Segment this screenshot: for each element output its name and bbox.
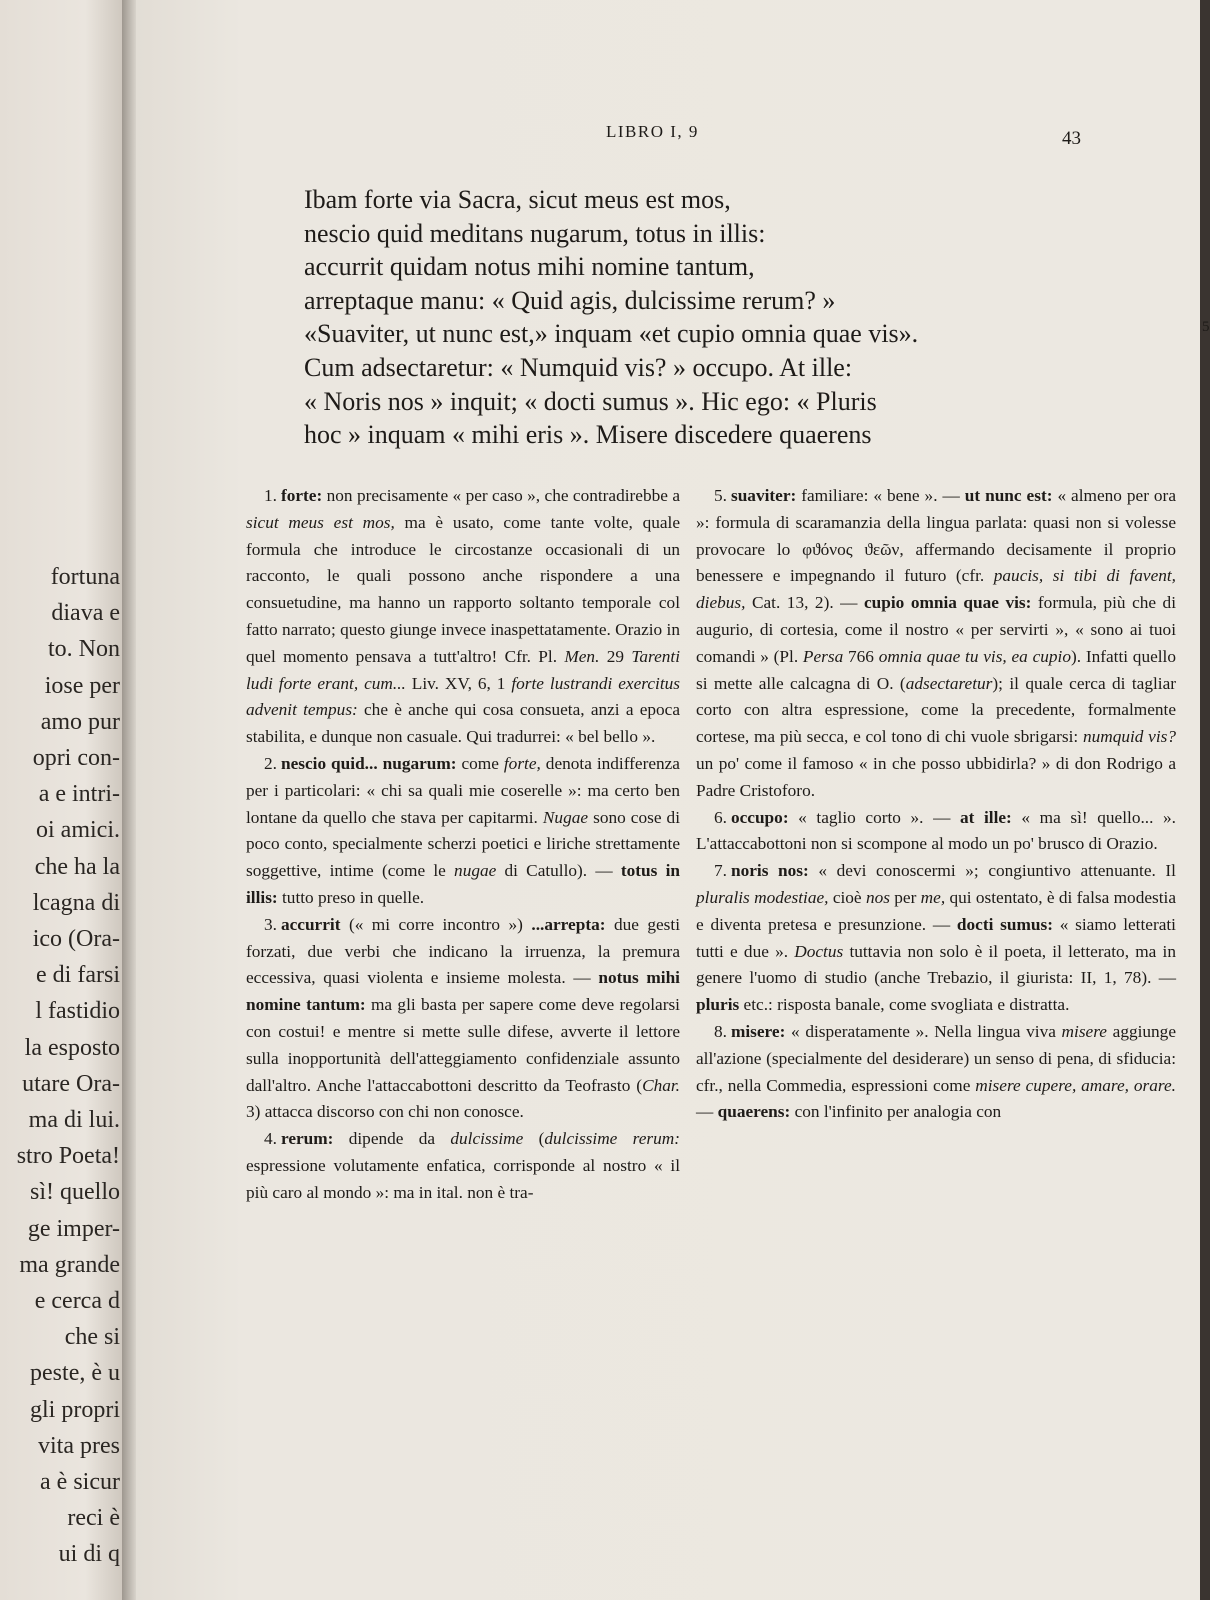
commentary-note bbox=[246, 1126, 680, 1206]
note-number: 2. bbox=[264, 753, 277, 773]
left-page-line: a è sicur bbox=[40, 1469, 120, 1495]
note-text: due gesti forzati, due verbi che indicano la irruenza, la premura eccessiva, quasi violenta e insieme molesta. — bbox=[246, 914, 680, 988]
note-text: come bbox=[456, 753, 504, 773]
note-text: tuttavia non solo è il poeta, il letterato, ma in genere l'uomo di studio (anche Trebazio, il giurista: II, 1, 78). — bbox=[696, 941, 1176, 988]
note-lemma: accurrit bbox=[280, 914, 341, 934]
note-text: ma è usato, come tante volte, quale formula che introduce le circostanze occasionali di un racconto, le quali possono anche rispondere a una consuetudine, ma hanno un rapporto soltanto temporale col fatto narrato; questo giunge invece inaspettatamente. Orazio in quel momento pensava a tutt'altro! Cfr. Pl. bbox=[246, 512, 680, 666]
note-text: tutto preso in quelle. bbox=[277, 887, 425, 907]
left-page-line: to. Non bbox=[48, 636, 120, 663]
commentary-note bbox=[696, 483, 1176, 805]
note-italic-text: Tarenti ludi forte erant, cum... bbox=[246, 646, 680, 693]
note-lemma: noris nos: bbox=[730, 861, 809, 881]
note-lemma: pluris bbox=[696, 995, 740, 1015]
note-text: etc.: risposta banale, come svogliata e distratta. bbox=[739, 995, 1070, 1015]
left-page-line: utare Ora- bbox=[22, 1070, 120, 1097]
note-lemma: rerum: bbox=[280, 1129, 334, 1149]
left-page-line: ui di q bbox=[58, 1541, 120, 1568]
note-number: 1. bbox=[264, 486, 277, 505]
note-text: ); il quale cerca di tagliar corto con altra espressione, come la precedente, formalmente cortese, ma più secca, e col tono di chi vuole sbrigarsi: bbox=[696, 673, 1176, 747]
note-italic-text: numquid vis? bbox=[1082, 727, 1176, 747]
note-italic-text: Men. bbox=[564, 646, 600, 666]
note-italic-text: sicut meus est mos, bbox=[246, 512, 395, 532]
note-text: — bbox=[696, 1102, 718, 1122]
left-page-line: gli propri bbox=[30, 1396, 120, 1423]
note-italic-text: paucis, si tibi di favent, diebus, bbox=[696, 566, 1176, 613]
note-text: denota indifferenza per i particolari: « chi sa quali mie coserelle »: ma certo ben lontane da quello che stava per capitarmi. bbox=[246, 753, 680, 827]
verse-number: 5 bbox=[1202, 319, 1210, 336]
left-page-line: stro Poeta! bbox=[16, 1143, 120, 1170]
verse-block bbox=[304, 183, 1210, 452]
left-page-line: ico (Ora- bbox=[32, 926, 120, 952]
note-text: « taglio corto ». — bbox=[788, 807, 960, 827]
left-page-line: che ha la bbox=[34, 853, 120, 880]
left-page bbox=[0, 0, 122, 1600]
commentary-note bbox=[696, 805, 1176, 859]
note-italic-text: dulcissime bbox=[450, 1129, 524, 1149]
left-page-line: sì! quello bbox=[30, 1179, 120, 1206]
verse-line: « Noris nos » inquit; « docti sumus ». Hic ego: « Pluris bbox=[304, 386, 877, 416]
left-page-line: lcagna di bbox=[32, 889, 120, 916]
note-text: 766 bbox=[843, 646, 879, 666]
verse-line: «Suaviter, ut nunc est,» inquam «et cupio omnia quae vis». 5 bbox=[304, 317, 1184, 351]
note-italic-text: omnia quae tu vis, ea cupio bbox=[878, 646, 1071, 666]
left-page-line: ge imper- bbox=[27, 1215, 120, 1242]
note-number: 5. bbox=[714, 486, 727, 505]
left-page-line: ma grande bbox=[19, 1251, 120, 1278]
note-text: « siamo letterati tutti e due ». bbox=[696, 914, 1176, 961]
note-lemma: at ille: bbox=[959, 807, 1012, 827]
note-italic-text: forte, bbox=[503, 753, 541, 773]
note-text: con l'infinito per analogia con bbox=[790, 1102, 1002, 1122]
note-text: Liv. XV, 6, 1 bbox=[405, 673, 512, 693]
left-page-line: diava e bbox=[51, 600, 120, 627]
verse-line: nescio quid meditans nugarum, totus in illis: bbox=[304, 218, 766, 248]
note-number: 8. bbox=[714, 1021, 727, 1041]
note-lemma: occupo: bbox=[730, 807, 789, 827]
note-number: 6. bbox=[714, 807, 727, 827]
note-text: espressione volutamente enfatica, corrisponde al nostro « il più caro al mondo »: ma in ital. non è tra- bbox=[246, 1155, 680, 1202]
left-page-line: reci è bbox=[67, 1505, 120, 1532]
note-number: 4. bbox=[264, 1129, 277, 1149]
left-page-line: vita pres bbox=[38, 1432, 120, 1459]
note-italic-text: misere cupere, amare, orare. bbox=[975, 1075, 1176, 1095]
note-text: « disperatamente ». Nella lingua viva bbox=[785, 1021, 1062, 1041]
verse-line: arreptaque manu: « Quid agis, dulcissime rerum? » bbox=[304, 285, 836, 315]
note-number: 7. bbox=[714, 861, 727, 881]
note-text: aggiunge all'azione (specialmente del desiderare) un senso di pena, di sfiducia: cfr., nella Commedia, espressioni come bbox=[696, 1021, 1176, 1095]
commentary-column-left bbox=[246, 483, 680, 1207]
note-text: (« mi corre incontro ») bbox=[340, 914, 532, 934]
note-text: « devi conoscermi »; congiuntivo attenuante. Il bbox=[808, 861, 1176, 881]
right-page bbox=[136, 0, 1210, 1600]
commentary-note bbox=[246, 751, 680, 912]
note-text: ( bbox=[523, 1129, 545, 1149]
note-number: 3. bbox=[264, 914, 277, 934]
note-text: cioè bbox=[828, 887, 866, 907]
left-page-line: la esposto bbox=[24, 1034, 120, 1061]
note-lemma: nescio quid... nugarum: bbox=[280, 753, 457, 773]
verse-line: hoc » inquam « mihi eris ». Misere discedere quaerens bbox=[304, 420, 872, 450]
note-italic-text: pluralis modestiae, bbox=[696, 887, 829, 907]
commentary-note bbox=[696, 1019, 1176, 1126]
note-text: 29 bbox=[599, 646, 632, 666]
note-text: ma gli basta per sapere come deve regolarsi con costui! e mentre si mette sulle difese, avverte il lettore sulla inopportunità dell'atteggiamento confidenziale assunto dall'altro. Anche l'attaccabottoni descritto da Teofrasto ( bbox=[246, 995, 680, 1095]
left-page-line: fortuna bbox=[50, 564, 120, 590]
note-italic-text: Doctus bbox=[794, 941, 844, 961]
note-text: per bbox=[889, 887, 921, 907]
left-page-line: oi amici. bbox=[36, 817, 120, 844]
left-page-line: a e intri- bbox=[38, 781, 120, 808]
note-lemma: cupio omnia quae vis: bbox=[863, 593, 1032, 613]
note-text: che è anche qui cosa consueta, anzi a epoca stabilita, e dunque non casuale. Qui tradurrei: « bel bello ». bbox=[246, 700, 680, 747]
note-italic-text: Char. bbox=[642, 1075, 680, 1095]
note-text: Cat. 13, 2). — bbox=[745, 593, 864, 613]
left-page-line: e di farsi bbox=[36, 962, 120, 989]
commentary-column-right bbox=[696, 483, 1176, 1126]
verse-line: accurrit quidam notus mihi nomine tantum, bbox=[304, 252, 755, 282]
page-number: 43 bbox=[1062, 128, 1081, 149]
note-lemma: suaviter: bbox=[730, 486, 797, 505]
note-italic-text: adsectaretur bbox=[905, 673, 993, 693]
note-lemma: ...arrepta: bbox=[531, 914, 606, 934]
note-italic-text: misere bbox=[1061, 1021, 1107, 1041]
note-text: familiare: « bene ». — bbox=[796, 486, 965, 505]
note-text: formula, più che di augurio, di cortesia, come il nostro « per servirti », « sono ai tuoi comandi » (Pl. bbox=[696, 593, 1177, 666]
left-page-line: e cerca d bbox=[34, 1288, 120, 1314]
note-lemma: forte: bbox=[280, 486, 323, 505]
left-page-line: che si bbox=[64, 1324, 120, 1351]
book-gutter bbox=[122, 0, 136, 1600]
commentary-note bbox=[696, 858, 1176, 1019]
note-text: 3) attacca discorso con chi non conosce. bbox=[246, 1102, 524, 1122]
verse-line: Ibam forte via Sacra, sicut meus est mos, bbox=[304, 185, 731, 214]
note-text: non precisamente « per caso », che contradirebbe a bbox=[322, 486, 680, 505]
note-text: « ma sì! quello... ». L'attaccabottoni non si scompone al modo un po' brusco di Orazio. bbox=[696, 807, 1176, 854]
note-text: ). Infatti quello si mette alle calcagna di O. ( bbox=[696, 646, 1177, 693]
commentary-note bbox=[246, 912, 680, 1126]
note-lemma: docti sumus: bbox=[956, 914, 1053, 934]
note-text: un po' come il famoso « in che posso ubbidirla? » di don Rodrigo a Padre Cristoforo. bbox=[696, 753, 1176, 800]
note-lemma: notus mihi nomine tantum: bbox=[246, 968, 680, 1015]
note-italic-text: forte lustrandi exercitus advenit tempus: bbox=[246, 673, 680, 720]
note-text: « almeno per ora »: formula di scaramanzia della lingua parlata: quasi non si volesse provocare lo φϑόνος ϑεῶν, affermando decisamente il proprio benessere e impegnando il futuro (cfr. bbox=[696, 486, 1176, 586]
left-page-line: ma di lui. bbox=[28, 1107, 120, 1133]
left-page-line: peste, è u bbox=[30, 1360, 120, 1387]
note-italic-text: nos bbox=[865, 887, 890, 907]
note-lemma: totus in illis: bbox=[246, 861, 680, 907]
left-page-line: opri con- bbox=[32, 745, 120, 771]
note-text: di Catullo). — bbox=[496, 861, 621, 881]
note-italic-text: Nugae bbox=[542, 807, 589, 827]
note-lemma: quaerens: bbox=[717, 1102, 791, 1122]
verse-line: Cum adsectaretur: « Numquid vis? » occupo. At ille: bbox=[304, 352, 853, 382]
note-text: dipende da bbox=[333, 1129, 451, 1149]
note-lemma: ut nunc est: bbox=[964, 486, 1053, 505]
commentary-note bbox=[246, 483, 680, 751]
left-page-line: l fastidio bbox=[35, 998, 120, 1025]
note-lemma: misere: bbox=[730, 1021, 786, 1041]
left-page-line: amo pur bbox=[40, 708, 120, 735]
left-page-line: iose per bbox=[44, 672, 120, 699]
note-italic-text: dulcissime rerum: bbox=[544, 1129, 680, 1149]
note-italic-text: Persa bbox=[802, 646, 844, 666]
note-text: qui ostentato, è di falsa modestia e diventa pretesa e presunzione. — bbox=[696, 887, 1176, 934]
note-italic-text: nugae bbox=[454, 861, 497, 881]
note-text: sono cose di poco conto, specialmente scherzi poetici e liriche strettamente soggettive, intime (come le bbox=[246, 807, 680, 881]
note-italic-text: me, bbox=[920, 887, 946, 907]
running-head: LIBRO I, 9 bbox=[606, 122, 699, 141]
